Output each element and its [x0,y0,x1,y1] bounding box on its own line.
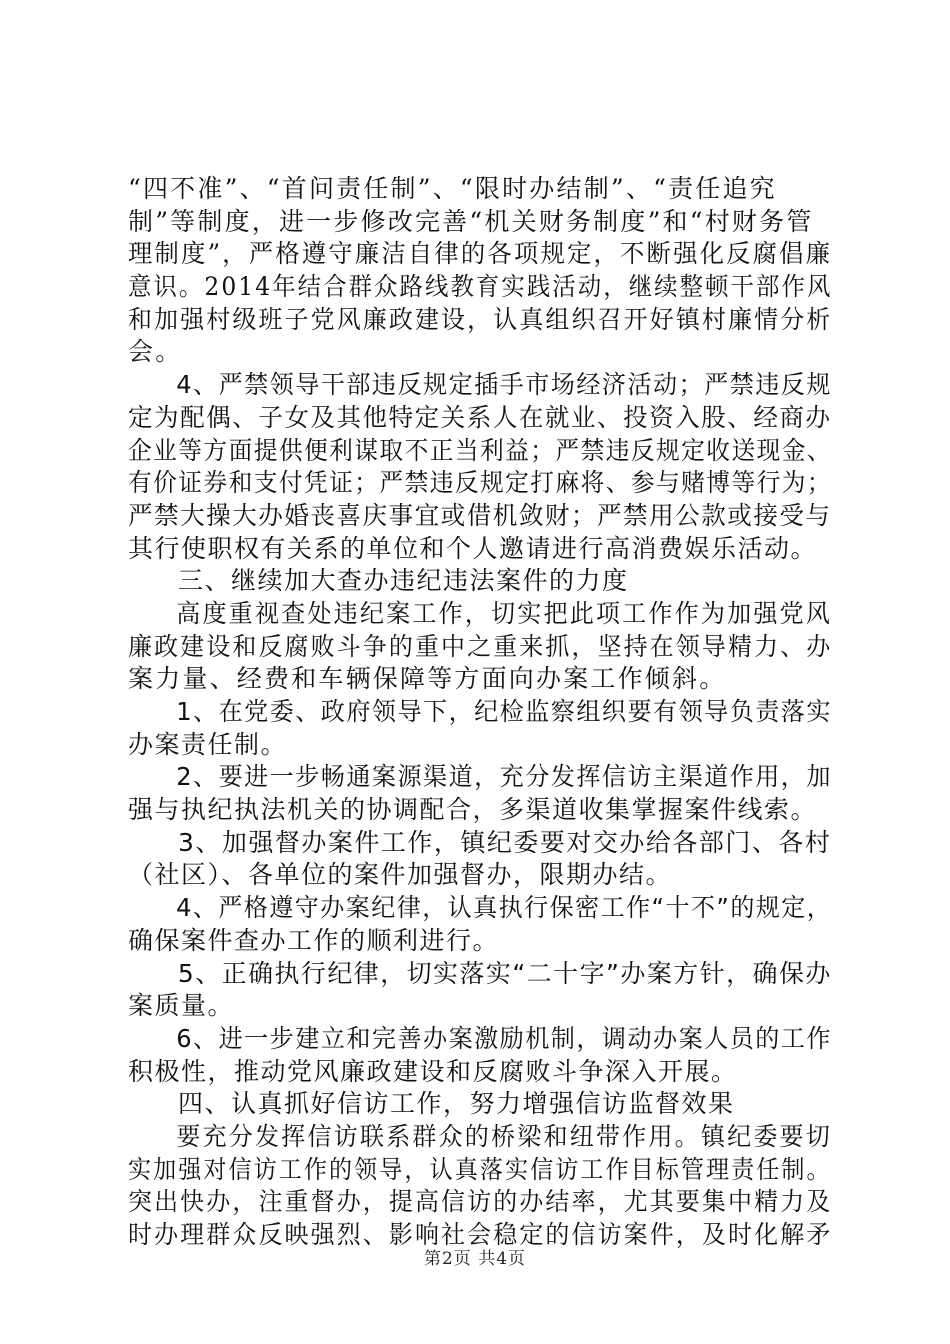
text-line: 强与执纪执法机关的协调配合，多渠道收集掌握案件线索。 [128,795,818,825]
text-line: 积极性，推动党风廉政建设和反腐败斗争深入开展。 [128,1056,738,1086]
text-line: （社区）、各单位的案件加强督办，限期办结。 [128,860,673,890]
text-line: 确保案件查办工作的顺利进行。 [128,925,500,955]
text-line: 4、严禁领导干部违反规定插手市场经济活动；严禁违反规 [176,370,832,400]
text-line: 3、加强督办案件工作，镇纪委要对交办给各部门、各村 [178,827,832,857]
text-line: 5、正确执行纪律，切实落实“二十字”办案方针，确保办 [177,958,832,988]
text-line: 案质量。 [128,991,235,1021]
text-line: 严禁大操大办婚丧喜庆事宜或借机敛财；严禁用公款或接受与 [128,500,832,530]
text-line: 时办理群众反映强烈、影响社会稳定的信访案件，及时化解矛 [128,1220,833,1249]
text-line: 定为配偶、子女及其他特定关系人在就业、投资入股、经商办 [128,402,832,432]
text-line: 理制度”，严格遵守廉洁自律的各项规定，不断强化反腐倡廉 [128,239,833,269]
text-line: 6、进一步建立和完善办案激励机制，调动办案人员的工作 [176,1023,832,1053]
text-line: 廉政建设和反腐败斗争的重中之重来抓，坚持在领导精力、办 [128,631,833,661]
text-line: 办案责任制。 [128,729,288,759]
document-body [128,173,832,1252]
text-line: 四、认真抓好信访工作，努力增强信访监督效果 [178,1089,735,1119]
text-line: 有价证券和支付凭证；严禁违反规定打麻将、参与赌博等行为； [128,468,833,498]
text-line: 4、严格遵守办案纪律，认真执行保密工作“十不”的规定， [176,893,833,923]
text-line: “四不准”、“首问责任制”、“限时办结制”、“责任追究 [128,174,777,203]
text-line: 三、继续加大查办违纪违法案件的力度 [178,566,629,596]
text-line: 高度重视查处违纪案工作，切实把此项工作作为加强党风 [176,598,833,628]
page-footer: 第2页 共4页 [423,1249,527,1269]
text-line: 其行使职权有关系的单位和个人邀请进行高消费娱乐活动。 [128,533,818,563]
text-line: 和加强村级班子党风廉政建设，认真组织召开好镇村廉情分析 [128,304,833,334]
text-line: 2、要进一步畅通案源渠道，充分发挥信访主渠道作用，加 [176,762,832,792]
text-line: 案力量、经费和车辆保障等方面向办案工作倾斜。 [128,664,727,694]
text-line: 意识。2014年结合群众路线教育实践活动，继续整顿干部作风 [128,272,833,302]
text-line: 会。 [128,337,183,367]
text-line: 1、在党委、政府领导下，纪检监察组织要有领导负责落实 [176,697,832,726]
text-line: 制”等制度，进一步修改完善“机关财务制度”和“村财务管 [128,206,814,236]
text-line: 企业等方面提供便利谋取不正当利益；严禁违反规定收送现金、 [128,435,833,465]
text-line: 突出快办，注重督办，提高信访的办结率，尤其要集中精力及 [128,1187,833,1217]
text-line: 实加强对信访工作的领导，认真落实信访工作目标管理责任制。 [128,1154,832,1184]
text-line: 要充分发挥信访联系群众的桥梁和纽带作用。镇纪委要切 [176,1121,833,1151]
